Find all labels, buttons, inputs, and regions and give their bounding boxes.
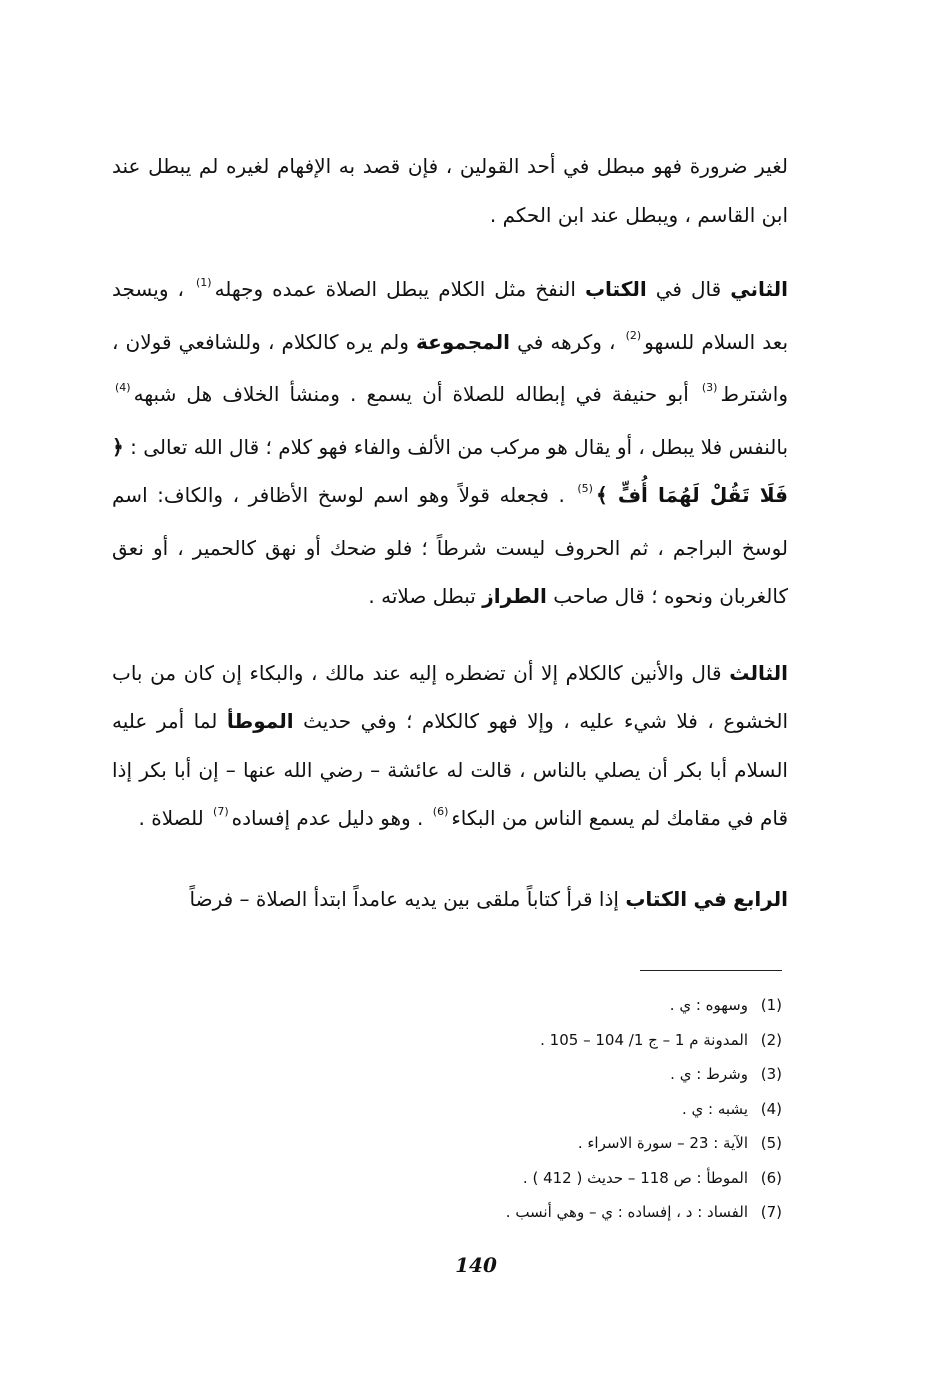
footnote-text: المدونة م 1 – ج 1/ 104 – 105 . bbox=[540, 1030, 748, 1049]
footnote-number: (4) bbox=[760, 1099, 782, 1118]
footnotes bbox=[330, 988, 782, 1230]
footnote bbox=[330, 1092, 782, 1127]
footnote-number: (6) bbox=[760, 1168, 782, 1187]
book-title: الموطأ bbox=[226, 709, 294, 733]
page-number: 140 bbox=[455, 1253, 497, 1277]
footnote-number: (1) bbox=[760, 996, 782, 1014]
paragraph-text: لغير ضرورة فهو مبطل في أحد القولين ، فإن قصد به الإفهام لغيره لم يبطل عند ابن القاسم ، ويبطل عند ابن الحكم . bbox=[112, 154, 788, 227]
paragraph-heading: الثاني bbox=[730, 277, 789, 301]
footnote bbox=[330, 1195, 782, 1230]
footnote-number: (3) bbox=[760, 1065, 782, 1083]
footnote-marker: (3) bbox=[701, 381, 718, 394]
footnote bbox=[330, 1057, 782, 1092]
text-run: . فجعله قولاً وهو اسم لوسخ الأظافر ، والكاف: اسم لوسخ البراجم ، ثم الحروف ليست شرطاً ؛ فلو ضحك أو نهق كالحمير ، أو نعق كالغربان ونحوه ؛ قال صاحب bbox=[112, 483, 788, 608]
paragraph-heading: الثالث bbox=[729, 660, 788, 685]
footnote-number: (2) bbox=[760, 1030, 782, 1049]
text-run: أبو حنيفة في إبطاله للصلاة أن يسمع . ومنشأ الخلاف هل شبهه bbox=[133, 382, 689, 406]
text-run: للصلاة . bbox=[138, 806, 204, 830]
footnote bbox=[330, 1126, 782, 1161]
text-run: بالنفس فلا يبطل ، أو يقال هو مركب من الألف والفاء فهو كلام ؛ قال الله تعالى : bbox=[130, 434, 789, 459]
footnote-marker: (5) bbox=[577, 482, 593, 495]
text-run: تبطل صلاته . bbox=[368, 584, 476, 608]
footnote-marker: (1) bbox=[195, 276, 212, 289]
text-run: النفخ مثل الكلام يبطل الصلاة عمده وجهله bbox=[214, 277, 576, 301]
paragraph-third bbox=[112, 649, 788, 847]
footnote-marker: (7) bbox=[213, 805, 229, 818]
footnote-number: (5) bbox=[760, 1134, 782, 1152]
footnote-text: وشرط : ي . bbox=[670, 1065, 748, 1083]
book-title: الكتاب bbox=[584, 277, 647, 301]
paragraph-continuation bbox=[112, 142, 788, 239]
footnote-text: الفساد : د ، إفساده : ي – وهي أنسب . bbox=[505, 1203, 748, 1221]
footnote bbox=[330, 1023, 782, 1058]
book-title: الكتاب bbox=[625, 886, 688, 911]
text-run: لما أمر عليه السلام أبا بكر أن يصلي بالناس ، قالت له عائشة – رضي الله عنها – إن أبا بكر إذا قام في مقامك لم يسمع الناس من البكاء bbox=[112, 709, 788, 830]
paragraph-fourth bbox=[112, 875, 788, 924]
book-title: المجموعة bbox=[416, 329, 510, 354]
footnote-text: وسهوه : ي . bbox=[669, 996, 748, 1014]
text-run: قال في bbox=[655, 277, 722, 301]
paragraph-heading: الرابع bbox=[733, 886, 788, 911]
footnote bbox=[330, 988, 782, 1023]
footnote-divider bbox=[640, 970, 782, 971]
footnote-marker: (4) bbox=[115, 381, 131, 394]
footnote-marker: (2) bbox=[625, 328, 642, 342]
text-run: . وهو دليل عدم إفساده bbox=[231, 806, 424, 830]
text-run: قال والأنين كالكلام إلا أن تضطره إليه عند مالك ، والبكاء إن كان من باب الخشوع ، فلا شيء عليه ، وإلا فهو كالكلام ؛ وفي حديث bbox=[112, 660, 789, 733]
footnote-text: الموطأ : ص 118 – حديث ( 412 ) . bbox=[522, 1168, 748, 1187]
text-run: في bbox=[693, 886, 727, 911]
book-title: الطراز bbox=[482, 584, 547, 608]
text-run: إذا قرأ كتاباً ملقى بين يديه عامداً ابتدأ الصلاة – فرضاً bbox=[189, 886, 619, 911]
footnote bbox=[330, 1161, 782, 1196]
paragraph-second bbox=[112, 265, 788, 621]
footnote-text: يشبه : ي . bbox=[682, 1099, 748, 1118]
footnote-number: (7) bbox=[760, 1203, 782, 1221]
text-run: ، ويسجد بعد السلام للسهو bbox=[112, 277, 789, 354]
main-text bbox=[112, 142, 788, 951]
text-run: ولم يره كالكلام ، وللشافعي قولان ، واشترط bbox=[112, 329, 789, 406]
footnote-marker: (6) bbox=[432, 805, 449, 818]
text-run: ، وكرهه في bbox=[517, 329, 616, 354]
footnote-text: الآية : 23 – سورة الاسراء . bbox=[577, 1134, 748, 1152]
quran-verse: ﴿ فَلَا تَقُلْ لَهُمَا أُفٍّ ﴾ bbox=[112, 434, 789, 507]
